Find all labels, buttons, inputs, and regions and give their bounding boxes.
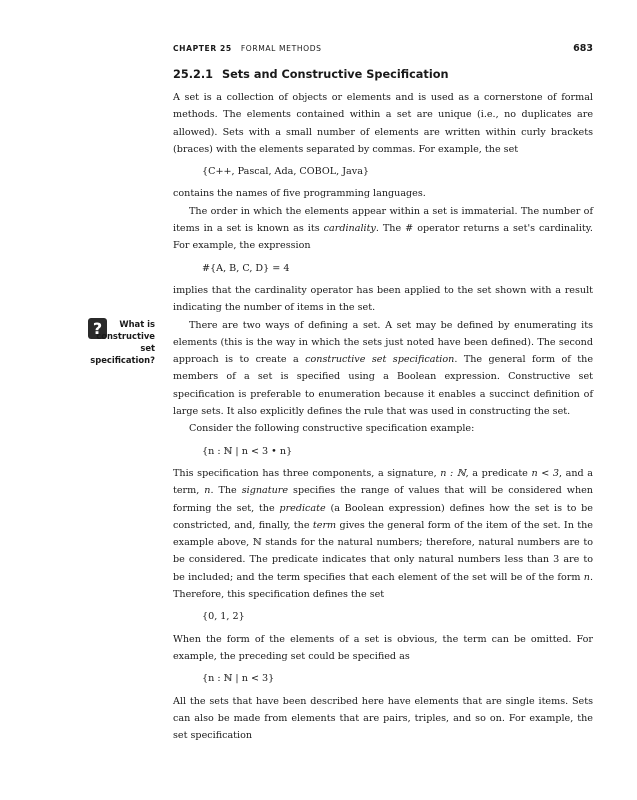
example-set-languages: {C++, Pascal, Ada, COBOL, Java} — [202, 166, 370, 178]
example-set-result: {0, 1, 2} — [202, 611, 245, 623]
paragraph-1: A set is a collection of objects or elements and is used as a cornerstone of formal methods. The elements contained within a set are unique (i.e., no duplicates are allowed). Sets with a small number of elements are written within curly brackets (braces) with the elements separated by commas. For example, the set — [173, 92, 593, 155]
chapter-title: FORMAL METHODS — [240, 44, 322, 53]
paragraph-7: This specification has three components, a signature, n : ℕ, a predicate n < 3, and a term, n. The signature specifies the range of values that will be considered when forming the set, the predicate (a Boolean expression) defines how the set is to be constricted, and, finally, the term gives the general form of the item of the set. In the example above, ℕ stands for the natural numbers; therefore, natural numbers are to be considered. The predicate indicates that only natural numbers less than 3 are to be included; and the term specifies that each element of the set will be of the form n. Therefore, this specification defines the set — [173, 467, 593, 601]
paragraph-4: implies that the cardinality operator has been applied to the set shown with a result indicating the number of items in the set. — [173, 284, 593, 314]
paragraph-2: contains the names of five programming languages. — [173, 188, 426, 200]
paragraph-8: When the form of the elements of a set is obvious, the term can be omitted. For example, the preceding set could be specified as — [173, 633, 593, 662]
paragraph-9: All the sets that have been described here have elements that are single items. Sets can also be made from elements that are pairs, triples, and so on. For example, the set specification — [173, 695, 593, 742]
example-term-omitted: {n : ℕ | n < 3} — [202, 673, 275, 685]
paragraph-3: The order in which the elements appear within a set is immaterial. The number of items in a set is known as its cardinality. The # operator returns a set's cardinality. For example, the expression — [173, 205, 593, 252]
section-number: 25.2.1 — [173, 68, 214, 81]
question-mark-icon: ? — [88, 318, 107, 339]
section-heading — [173, 68, 593, 81]
margin-question — [82, 316, 166, 365]
main-content — [173, 68, 593, 744]
paragraph-6: Consider the following constructive specification example: — [189, 423, 475, 435]
section-title: Sets and Constructive Specification — [221, 68, 449, 81]
paragraph-5: There are two ways of defining a set. A set may be defined by enumerating its elements (this is the way in which the sets just noted have been defined). The second approach is to create a constructive set specification. The general form of the members of a set is specified using a Boolean expression. Constructive set specification is preferable to enumeration because it enables a succinct definition of large sets. It also explicitly defines the rule that was used in constructing the set. — [173, 319, 593, 418]
chapter-label: CHAPTER 25 — [173, 44, 232, 53]
example-cardinality: #{A, B, C, D} = 4 — [202, 262, 290, 274]
example-constructive-spec: {n : ℕ | n < 3 • n} — [202, 445, 293, 457]
running-header — [173, 44, 593, 58]
margin-question-text: What is constructive set specification? — [90, 319, 155, 365]
page-number: 683 — [573, 43, 593, 54]
